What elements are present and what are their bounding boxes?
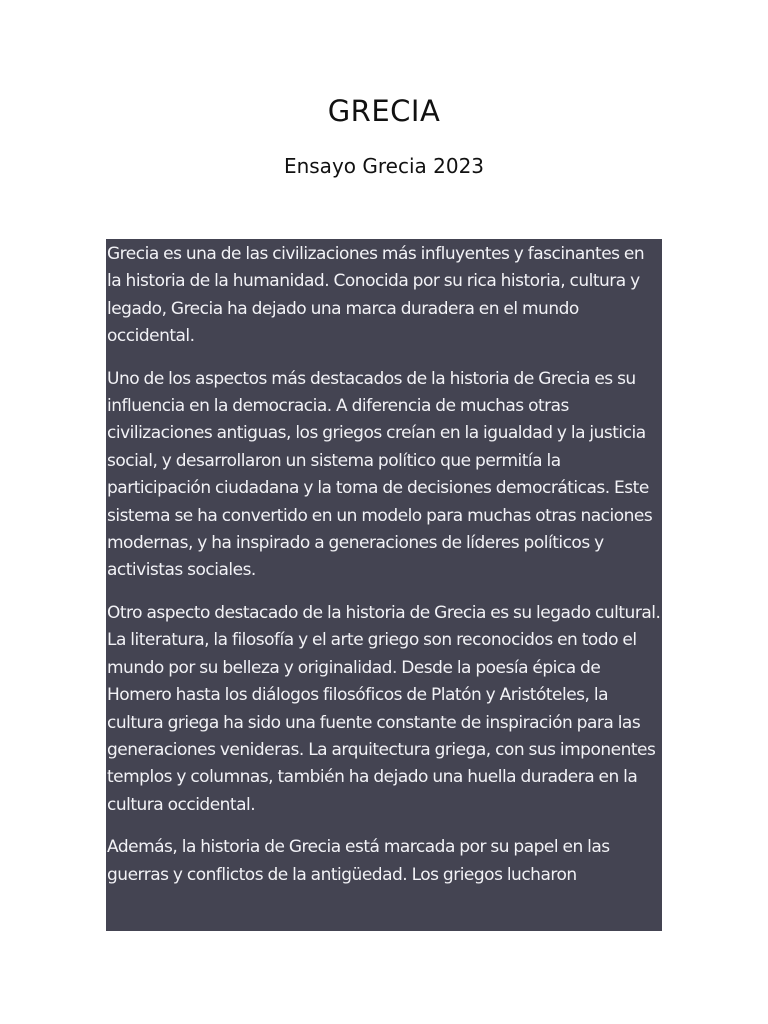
- essay-paragraph-3: Otro aspecto destacado de la historia de Grecia es su legado cultural. La literatura, la filosofía y el arte griego son reconocidos en todo el mundo por su belleza y originalidad. Desde la poesía épica de Homero hasta los diálogos filosóficos de Platón y Aristóteles, la cultura griega ha sido una fuente constante de inspiración para las generaciones venideras. La arquitectura griega, con sus imponentes templos y columnas, también ha dejado una huella duradera en la cultura occidental.: [107, 602, 661, 815]
- document-title: GRECIA: [327, 94, 441, 128]
- document-subtitle: Ensayo Grecia 2023: [283, 154, 485, 178]
- essay-paragraph-2: Uno de los aspectos más destacados de la historia de Grecia es su influencia en la democracia. A diferencia de muchas otras civilizaciones antiguas, los griegos creían en la igualdad y la justicia social, y desarrollaron un sistema político que permitía la participación ciudadana y la toma de decisiones democráticas. Este sistema se ha convertido en un modelo para muchas otras naciones modernas, y ha inspirado a generaciones de líderes políticos y activistas sociales.: [107, 368, 653, 581]
- essay-text-block: [106, 239, 662, 931]
- essay-paragraph-1: Grecia es una de las civilizaciones más influyentes y fascinantes en la historia de la humanidad. Conocida por su rica historia, cultura y legado, Grecia ha dejado una marca duradera en el mundo occidental.: [107, 244, 645, 347]
- essay-paragraph-4: Además, la historia de Grecia está marcada por su papel en las guerras y conflictos de la antigüedad. Los griegos lucharon: [107, 837, 610, 885]
